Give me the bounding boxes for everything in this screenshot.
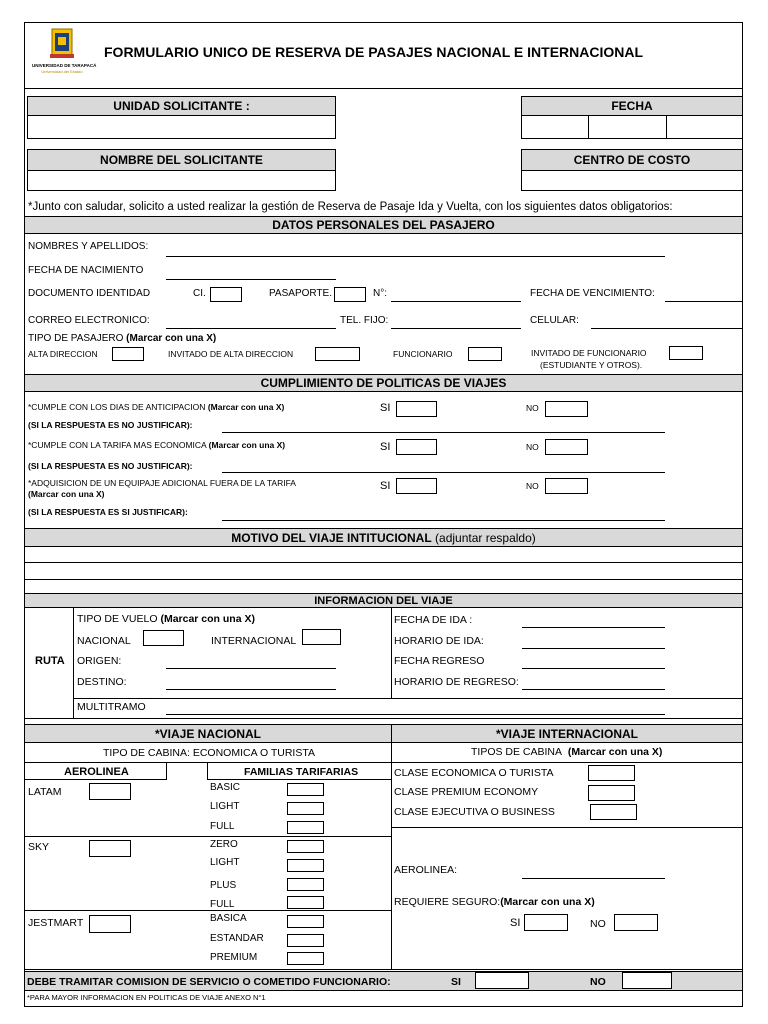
motivo-line-2[interactable]	[24, 562, 743, 580]
university-logo	[32, 26, 97, 84]
internacional-checkbox[interactable]	[302, 629, 341, 645]
fecha-day-input[interactable]	[521, 115, 589, 139]
fare-sky-light: LIGHT	[210, 857, 240, 868]
centro-input[interactable]	[521, 170, 743, 191]
comision-si-label: SI	[451, 976, 461, 988]
motivo-title: MOTIVO DEL VIAJE INTITUCIONAL (adjuntar respaldo)	[24, 528, 743, 547]
jetsmart-checkbox[interactable]	[89, 915, 131, 933]
comision-label: DEBE TRAMITAR COMISION DE SERVICIO O COMETIDO FUNCIONARIO:	[27, 976, 391, 988]
celular-label: CELULAR:	[530, 315, 579, 326]
clase-premium-label: CLASE PREMIUM ECONOMY	[394, 786, 539, 798]
nacimiento-line[interactable]	[166, 279, 336, 280]
jetsmart-label: JESTMART	[28, 917, 84, 929]
int-aerolinea-label: AEROLINEA:	[394, 864, 458, 876]
fare-plus-checkbox[interactable]	[287, 878, 324, 891]
destino-line[interactable]	[166, 689, 336, 690]
nacional-label: NACIONAL	[77, 635, 131, 647]
seguro-no-checkbox[interactable]	[614, 914, 658, 931]
q1-label: *CUMPLE CON LOS DIAS DE ANTICIPACION (Marcar con una X)	[28, 402, 285, 412]
horario-ida-label: HORARIO DE IDA:	[394, 635, 484, 647]
fare-light-checkbox[interactable]	[287, 802, 324, 815]
horario-ida-line[interactable]	[522, 648, 665, 649]
j3-line[interactable]	[222, 520, 665, 521]
pasaporte-label: PASAPORTE.	[269, 288, 332, 299]
q3-no-label: NO	[526, 481, 539, 491]
fare-basic: BASIC	[210, 782, 241, 793]
q1-si-label: SI	[380, 402, 391, 414]
fecha-year-input[interactable]	[666, 115, 743, 139]
latam-label: LATAM	[28, 786, 62, 798]
sky-label: SKY	[28, 841, 50, 853]
comision-no-label: NO	[590, 976, 606, 988]
vencimiento-line[interactable]	[665, 301, 743, 302]
motivo-line-3[interactable]	[24, 579, 743, 594]
invitado-alta-checkbox[interactable]	[315, 347, 360, 361]
int-aerolinea-line[interactable]	[522, 878, 665, 879]
q3-label: *ADQUISICION DE UN EQUIPAJE ADICIONAL FUERA DE LA TARIFA	[28, 478, 296, 488]
q1-no-checkbox[interactable]	[545, 401, 588, 417]
fare-estandar-checkbox[interactable]	[287, 934, 324, 947]
j1-label: (SI LA RESPUESTA ES NO JUSTIFICAR):	[28, 420, 193, 430]
ci-checkbox[interactable]	[210, 287, 242, 302]
origen-line[interactable]	[166, 668, 336, 669]
familias-label: FAMILIAS TARIFARIAS	[244, 766, 359, 778]
fare-light: LIGHT	[210, 801, 240, 812]
form-title: FORMULARIO UNICO DE RESERVA DE PASAJES NACIONAL E INTERNACIONAL	[104, 44, 644, 60]
numero-line[interactable]	[391, 301, 521, 302]
multitramo-label: MULTITRAMO	[77, 701, 146, 713]
clase-economica-label: CLASE ECONOMICA O TURISTA	[394, 767, 554, 779]
nacional-checkbox[interactable]	[143, 630, 184, 646]
tipo-vuelo-label: TIPO DE VUELO (Marcar con una X)	[77, 613, 255, 625]
personal-title: DATOS PERSONALES DEL PASAJERO	[24, 216, 743, 234]
nombre-input[interactable]	[27, 170, 336, 191]
nombres-line[interactable]	[166, 256, 665, 257]
q3-si-checkbox[interactable]	[396, 478, 437, 494]
tipo-pasajero-label: TIPO DE PASAJERO (Marcar con una X)	[28, 333, 217, 344]
fare-zero-checkbox[interactable]	[287, 840, 324, 853]
seguro-label: REQUIERE SEGURO:(Marcar con una X)	[394, 896, 595, 908]
fare-premium: PREMIUM	[210, 952, 258, 963]
internacional-label: INTERNACIONAL	[211, 635, 297, 647]
numero-label: N°:	[373, 288, 387, 299]
nacional-title: *VIAJE NACIONAL	[24, 724, 392, 743]
nacimiento-label: FECHA DE NACIMIENTO	[28, 265, 144, 276]
comision-no-checkbox[interactable]	[622, 972, 672, 989]
origen-label: ORIGEN:	[77, 655, 122, 667]
funcionario-checkbox[interactable]	[468, 347, 502, 361]
intro-text: *Junto con saludar, solicito a usted realizar la gestión de Reserva de Pasaje Ida y Vuelta, con los siguientes datos obligatorios:	[28, 201, 673, 213]
fare-estandar: ESTANDAR	[210, 933, 264, 944]
q2-si-checkbox[interactable]	[396, 439, 437, 455]
aerolinea-label: AEROLINEA	[64, 766, 129, 778]
invitado-func-checkbox[interactable]	[669, 346, 703, 360]
internacional-title: *VIAJE INTERNACIONAL	[391, 724, 743, 743]
seguro-no-label: NO	[590, 918, 606, 930]
pasaporte-checkbox[interactable]	[334, 287, 366, 302]
alta-checkbox[interactable]	[112, 347, 144, 361]
sky-checkbox[interactable]	[89, 840, 131, 857]
fare-full-checkbox[interactable]	[287, 821, 324, 834]
ruta-label: RUTA	[35, 655, 65, 667]
q2-no-label: NO	[526, 442, 539, 452]
fecha-regreso-label: FECHA REGRESO	[394, 655, 485, 667]
telfijo-label: TEL. FIJO:	[340, 315, 389, 326]
fare-sky-full-checkbox[interactable]	[287, 896, 324, 909]
clase-premium-checkbox[interactable]	[588, 785, 635, 801]
comision-si-checkbox[interactable]	[475, 972, 529, 989]
horario-regreso-label: HORARIO DE REGRESO:	[394, 676, 519, 688]
fare-full: FULL	[210, 821, 235, 832]
fare-premium-checkbox[interactable]	[287, 952, 324, 965]
motivo-line-1[interactable]	[24, 546, 743, 563]
q3-si-label: SI	[380, 480, 391, 492]
fare-sky-full: FULL	[210, 899, 235, 910]
correo-label: CORREO ELECTRONICO:	[28, 315, 150, 326]
latam-checkbox[interactable]	[89, 783, 131, 800]
destino-label: DESTINO:	[77, 676, 127, 688]
alta-label: ALTA DIRECCION	[28, 349, 98, 359]
q1-si-checkbox[interactable]	[396, 401, 437, 417]
funcionario-label: FUNCIONARIO	[393, 349, 453, 359]
logo-text-2: Universidad del Estado	[41, 69, 83, 74]
nombres-label: NOMBRES Y APELLIDOS:	[28, 241, 149, 252]
fecha-ida-line[interactable]	[522, 627, 665, 628]
q2-si-label: SI	[380, 441, 391, 453]
unidad-label: UNIDAD SOLICITANTE :	[27, 96, 336, 116]
footer-note: *PARA MAYOR INFORMACION EN POLITICAS DE VIAJE ANEXO N°1	[27, 993, 266, 1002]
j1-line[interactable]	[222, 432, 665, 433]
telfijo-line[interactable]	[391, 328, 521, 329]
q3-hint: (Marcar con una X)	[28, 489, 105, 499]
q2-no-checkbox[interactable]	[545, 439, 588, 455]
seguro-si-checkbox[interactable]	[524, 914, 568, 931]
fecha-label: FECHA	[521, 96, 743, 116]
clase-ejecutiva-label: CLASE EJECUTIVA O BUSINESS	[394, 806, 555, 818]
j3-label: (SI LA RESPUESTA ES SI JUSTIFICAR):	[28, 507, 188, 517]
nombre-label: NOMBRE DEL SOLICITANTE	[27, 149, 336, 171]
fare-zero: ZERO	[210, 839, 238, 850]
info-title: INFORMACION DEL VIAJE	[24, 593, 743, 608]
fare-basic-checkbox[interactable]	[287, 783, 324, 796]
documento-label: DOCUMENTO IDENTIDAD	[28, 288, 151, 299]
multitramo-line[interactable]	[166, 714, 665, 715]
clase-ejecutiva-checkbox[interactable]	[590, 804, 637, 820]
correo-line[interactable]	[166, 328, 336, 329]
horario-regreso-line[interactable]	[522, 689, 665, 690]
fare-basica-checkbox[interactable]	[287, 915, 324, 928]
q3-no-checkbox[interactable]	[545, 478, 588, 494]
fare-basica: BASICA	[210, 913, 247, 924]
nacional-cabina: TIPO DE CABINA: ECONOMICA O TURISTA	[103, 747, 315, 759]
invitado-func-sub: (ESTUDIANTE Y OTROS).	[540, 360, 643, 370]
fare-sky-light-checkbox[interactable]	[287, 859, 324, 872]
centro-label: CENTRO DE COSTO	[521, 149, 743, 171]
seguro-si-label: SI	[510, 917, 521, 929]
vencimiento-label: FECHA DE VENCIMIENTO:	[530, 288, 655, 299]
q1-no-label: NO	[526, 403, 539, 413]
fecha-ida-label: FECHA DE IDA :	[394, 614, 473, 626]
header-divider	[24, 88, 743, 89]
fecha-month-input[interactable]	[588, 115, 667, 139]
fecha-regreso-line[interactable]	[522, 668, 665, 669]
ci-label: CI.	[193, 288, 206, 299]
celular-line[interactable]	[591, 328, 743, 329]
politicas-title: CUMPLIMIENTO DE POLITICAS DE VIAJES	[24, 374, 743, 392]
invitado-func-label: INVITADO DE FUNCIONARIO	[531, 348, 647, 358]
logo-text-1: UNIVERSIDAD DE TARAPACÁ	[32, 63, 97, 68]
fare-plus: PLUS	[210, 880, 237, 891]
unidad-input[interactable]	[27, 115, 336, 139]
clase-economica-checkbox[interactable]	[588, 765, 635, 781]
j2-label: (SI LA RESPUESTA ES NO JUSTIFICAR):	[28, 461, 193, 471]
q2-label: *CUMPLE CON LA TARIFA MAS ECONOMICA (Marcar con una X)	[28, 440, 286, 450]
invitado-alta-label: INVITADO DE ALTA DIRECCION	[168, 349, 294, 359]
internacional-cabinas: TIPOS DE CABINA (Marcar con una X)	[471, 746, 663, 758]
j2-line[interactable]	[222, 472, 665, 473]
